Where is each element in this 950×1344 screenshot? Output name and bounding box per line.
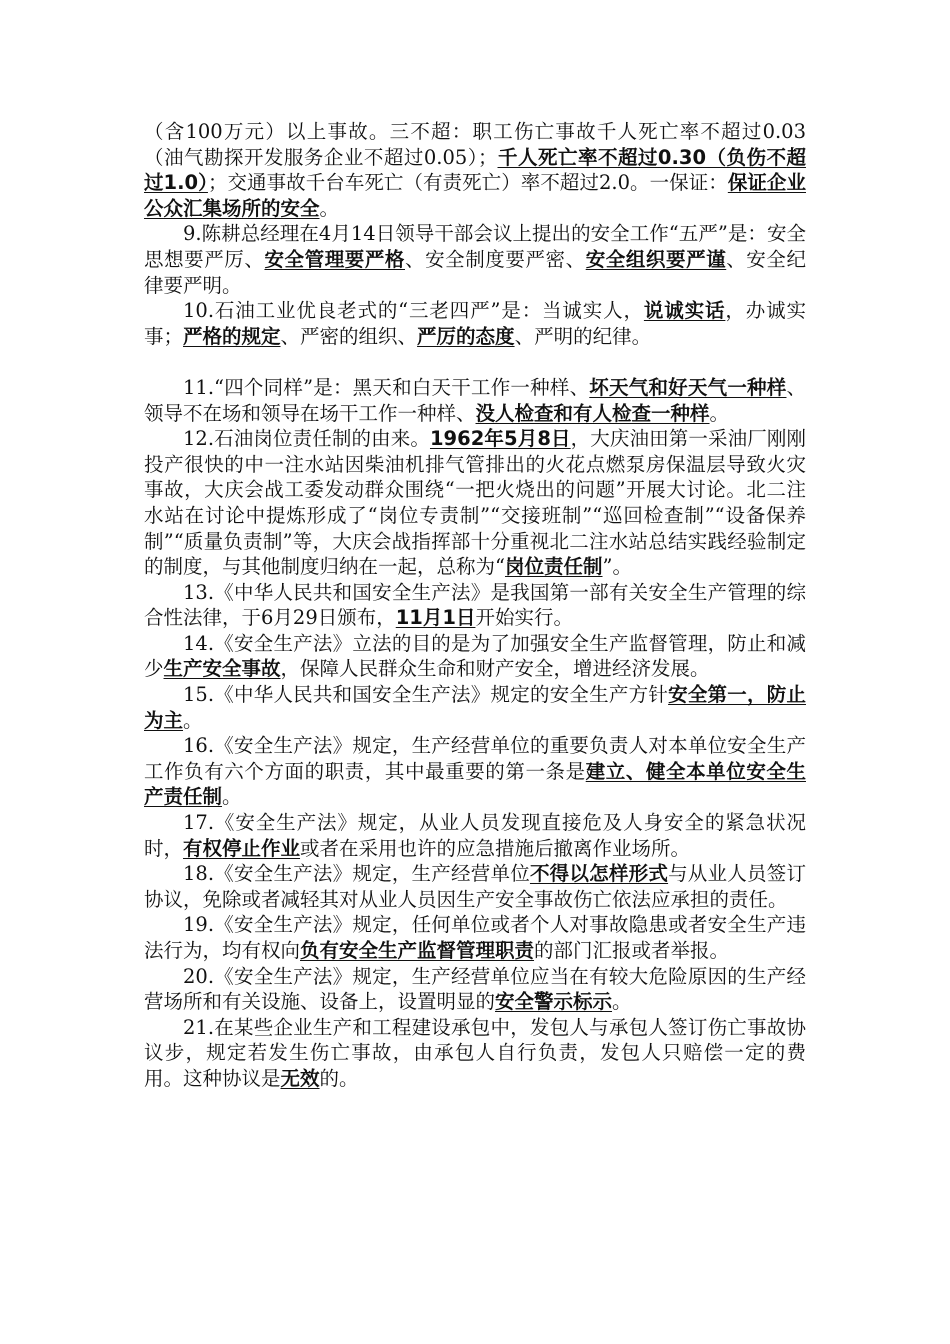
answer-text: 坏天气和好天气一种样 — [589, 375, 787, 399]
paragraph-p18 — [144, 861, 806, 912]
answer-text: 千人死亡率不超过0.30（负伤不超过1.0） — [144, 145, 806, 195]
paragraph-p19 — [144, 912, 806, 963]
body-text: 的部门汇报或者举报。 — [534, 939, 730, 962]
body-text: 与从业人员签订协议，免除或者减轻其对从业人员因生产安全事故伤亡依法应承担的责任。 — [144, 862, 806, 911]
body-text: 20.《安全生产法》规定，生产经营单位应当在有较大危险原因的生产经营场所和有关设施、设备上，设置明显的 — [144, 964, 806, 1014]
body-text: 、严明的纪律。 — [514, 324, 652, 348]
body-text: ，办诚实事； — [144, 299, 806, 348]
answer-text: 安全组织要严谨 — [585, 247, 727, 271]
paragraph-p13 — [144, 580, 806, 631]
body-text: 10.石油工业优良老式的“三老四严”是：当诚实人， — [183, 299, 644, 323]
body-text: （含100万元）以上事故。三不超：职工伤亡事故千人死亡率不超过0.03（油气勘探开发服务企业不超过0.05）； — [144, 120, 806, 169]
body-text: 的。 — [319, 1066, 359, 1090]
body-text: ，大庆油田第一采油厂刚刚投产很快的中一注水站因柴油机排气管排出的火花点燃泵房保温层导致火灾事故，大庆会战工委发动群众围绕“一把火烧出的问题”开展大讨论。北二注水站在讨论中提炼形成了“岗位专责制”“交接班制”“巡回检查制”“设备保养制”“质量负责制”等，大庆会战指挥部十分重视北二注水站总结实践经验制定的制度，与其他制度归纳在一起，总称为“ — [144, 427, 806, 579]
paragraph-p20 — [144, 964, 806, 1015]
body-text: 或者在采用也许的应急措施后撤离作业场所。 — [300, 836, 691, 860]
body-text: 14.《安全生产法》立法的目的是为了加强安全生产监督管理，防止和减少 — [144, 631, 806, 681]
answer-text: 负有安全生产监督管理职责 — [300, 939, 535, 962]
answer-text: 说诚实话 — [643, 299, 726, 323]
body-text: ”。 — [602, 555, 632, 579]
body-text: 17.《安全生产法》规定，从业人员发现直接危及人身安全的紧急状况时， — [144, 811, 806, 860]
paragraph-p8-tail — [144, 119, 806, 221]
paragraph-p17 — [144, 810, 806, 861]
body-text: 18.《安全生产法》规定，生产经营单位 — [183, 862, 530, 886]
body-text: 、安全纪律要严明。 — [144, 247, 806, 297]
paragraph-p11 — [144, 375, 806, 426]
answer-text: 建立、健全本单位安全生产责任制 — [144, 759, 806, 809]
body-text: 、领导不在场和领导在场干工作一种样、 — [144, 375, 806, 425]
paragraph-p10 — [144, 298, 806, 349]
body-text: ；交通事故千台车死亡（有责死亡）率不超过2.0。一保证： — [207, 171, 728, 195]
answer-text: 严格的规定 — [183, 324, 281, 348]
answer-text: 安全第一，防止为主 — [144, 683, 806, 732]
body-text: ，保障人民群众生命和财产安全，增进经济发展。 — [280, 657, 710, 681]
body-text: 19.《安全生产法》规定，任何单位或者个人对事故隐患或者安全生产违法行为，均有权向 — [144, 913, 806, 962]
paragraph-p15 — [144, 682, 806, 733]
body-text: 。 — [709, 401, 730, 425]
body-text: 13.《中华人民共和国安全生产法》是我国第一部有关安全生产管理的综合性法律，于6月29日颁布， — [144, 580, 806, 630]
document-body — [144, 119, 806, 1092]
answer-text: 严厉的态度 — [417, 324, 515, 348]
body-text: 。 — [612, 990, 632, 1014]
paragraph-p14 — [144, 631, 806, 682]
answer-text: 不得以怎样形式 — [529, 862, 669, 886]
paragraph-p12 — [144, 426, 806, 580]
body-text: 12.石油岗位责任制的由来。 — [183, 427, 430, 451]
answer-text: 安全管理要严格 — [264, 247, 405, 271]
answer-text: 有权停止作业 — [183, 836, 301, 860]
body-text: 。 — [183, 708, 203, 732]
answer-text: 无效 — [280, 1066, 320, 1090]
answer-text: 没人检查和有人检查一种样 — [475, 401, 710, 425]
paragraph-p16 — [144, 733, 806, 810]
body-text: 9.陈耕总经理在4月14日领导干部会议上提出的安全工作“五严”是：安全思想要严厉、 — [144, 222, 806, 271]
body-text: 21.在某些企业生产和工程建设承包中，发包人与承包人签订伤亡事故协议步，规定若发生伤亡事故，由承包人自行负责，发包人只赔偿一定的费用。这种协议是 — [144, 1015, 806, 1090]
body-text: 。 — [319, 196, 340, 220]
body-text: 16.《安全生产法》规定，生产经营单位的重要负责人对本单位安全生产工作负有六个方面的职责，其中最重要的第一条是 — [144, 734, 806, 783]
answer-text: 岗位责任制 — [504, 555, 603, 579]
body-text: 、安全制度要严密、 — [405, 247, 586, 271]
paragraph-p9 — [144, 221, 806, 298]
answer-text: 11月1日 — [395, 606, 476, 630]
answer-text: 生产安全事故 — [163, 657, 281, 681]
answer-text: 保证企业公众汇集场所的安全 — [144, 171, 806, 220]
paragraph-p21 — [144, 1015, 806, 1092]
body-text: 15.《中华人民共和国安全生产法》规定的安全生产方针 — [183, 683, 669, 707]
body-text: 。 — [222, 785, 242, 809]
body-text: 、严密的组织、 — [280, 324, 418, 348]
body-text: 11.“四个同样”是：黑天和白天干工作一种样、 — [183, 375, 590, 399]
body-text: 开始实行。 — [475, 606, 573, 630]
answer-text: 1962年5月8日 — [429, 427, 571, 451]
answer-text: 安全警示标示 — [495, 990, 613, 1014]
